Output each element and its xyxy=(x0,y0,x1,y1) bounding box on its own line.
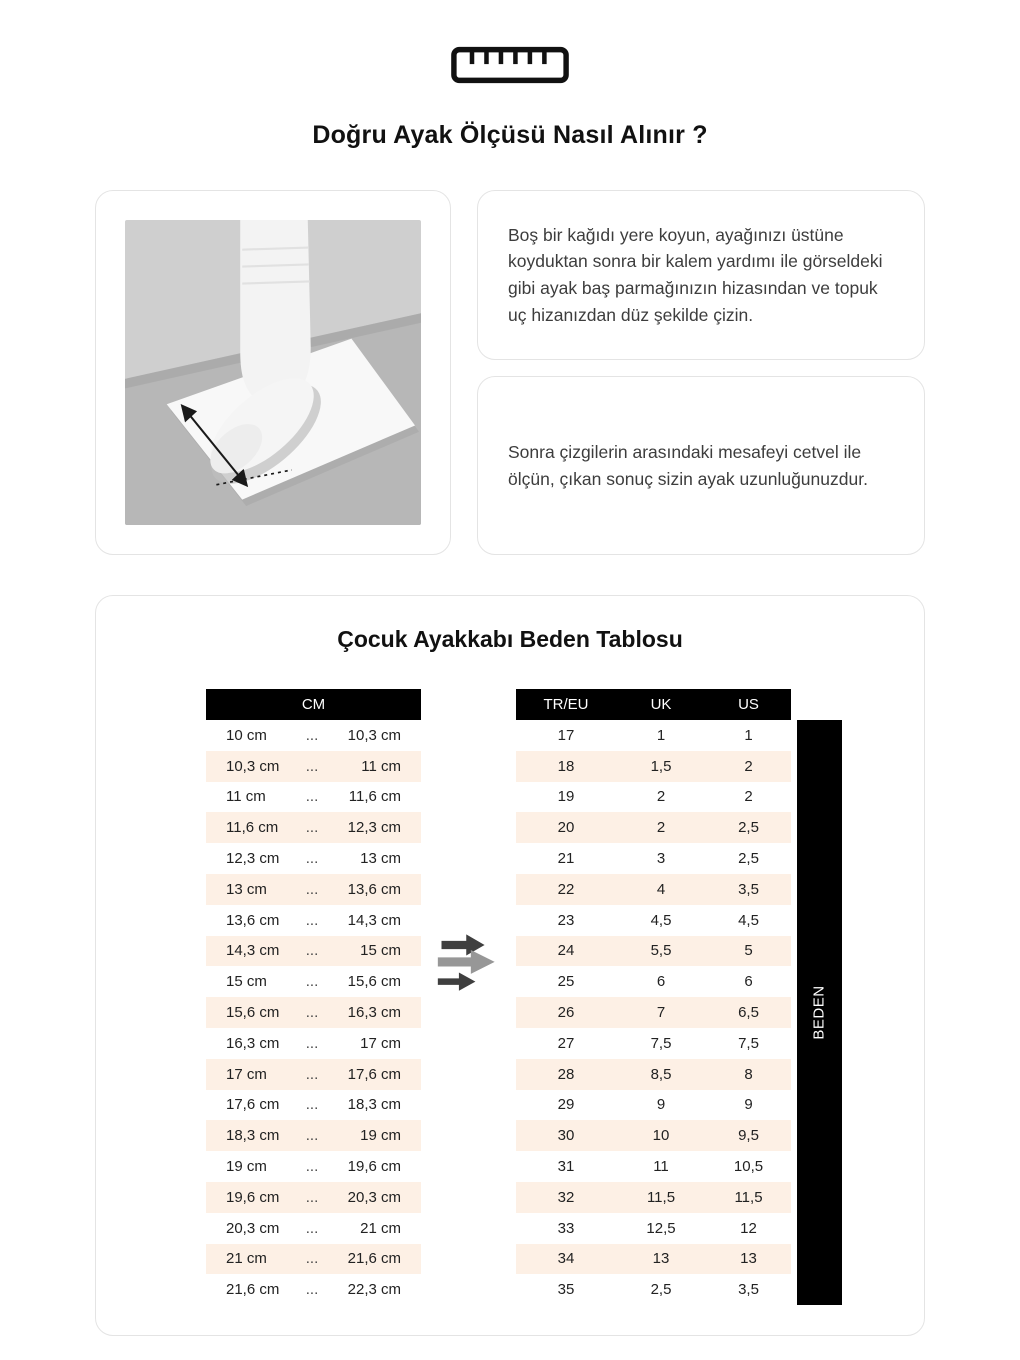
cm-from-value: 17 cm xyxy=(226,1065,267,1083)
size-table-cell: 22 xyxy=(557,880,575,898)
size-table-cell: 2,5 xyxy=(738,819,759,837)
size-table-cell: 7,5 xyxy=(650,1034,672,1052)
size-table-row xyxy=(516,1151,791,1182)
cm-from-value: 13 cm xyxy=(226,880,267,898)
cm-separator: ... xyxy=(305,973,319,991)
cm-separator: ... xyxy=(305,788,319,806)
cm-table-row xyxy=(206,1028,421,1059)
size-table-cell: 7 xyxy=(656,1004,666,1022)
size-table-cell: 5,5 xyxy=(650,942,672,960)
cm-to-value: 15 cm xyxy=(360,942,401,960)
size-table-header-uk: UK xyxy=(616,689,706,720)
size-table-row xyxy=(516,1090,791,1121)
beden-label: BEDEN xyxy=(811,985,828,1040)
size-table-cell: 4,5 xyxy=(738,911,759,929)
cm-separator: ... xyxy=(305,1250,319,1268)
size-table-row xyxy=(516,874,791,905)
double-arrow-right-icon xyxy=(421,927,516,995)
size-table-cell: 9 xyxy=(744,1096,753,1114)
size-chart-tables xyxy=(96,689,924,1305)
size-table-row xyxy=(516,936,791,967)
size-table-row xyxy=(516,997,791,1028)
size-table-header-tr-eu: TR/EU xyxy=(516,689,616,720)
cm-separator: ... xyxy=(305,1034,319,1052)
cm-from-value: 11,6 cm xyxy=(226,819,279,837)
cm-to-value: 19 cm xyxy=(360,1127,401,1145)
cm-table-row xyxy=(206,1059,421,1090)
cm-from-value: 11 cm xyxy=(226,788,266,806)
size-table-cell: 11,5 xyxy=(734,1188,763,1206)
cm-table-row xyxy=(206,1274,421,1305)
size-table-row xyxy=(516,1059,791,1090)
cm-to-value: 22,3 cm xyxy=(347,1281,401,1299)
cm-to-value: 21,6 cm xyxy=(347,1250,401,1268)
size-table-cell: 7,5 xyxy=(738,1034,759,1052)
instruction-text-2: Sonra çizgilerin arasındaki mesafeyi cetvel ile ölçün, çıkan sonuç sizin ayak uzunluğunuzdur. xyxy=(508,441,868,489)
size-chart-title: Çocuk Ayakkabı Beden Tablosu xyxy=(337,626,683,652)
size-table-cell: 2 xyxy=(656,819,666,837)
size-table-cell: 35 xyxy=(557,1281,575,1299)
cm-separator: ... xyxy=(305,1158,319,1176)
cm-to-value: 12,3 cm xyxy=(347,819,401,837)
size-table-cell: 8 xyxy=(744,1065,753,1083)
beden-sidebar xyxy=(797,720,842,1305)
size-table-cell: 1 xyxy=(744,726,753,744)
size-table-cell: 1,5 xyxy=(650,757,672,775)
size-table-cell: 24 xyxy=(557,942,575,960)
cm-table-row xyxy=(206,1120,421,1151)
size-table-cell: 20 xyxy=(557,819,575,837)
size-table-body xyxy=(516,720,791,1305)
size-table-cell: 19 xyxy=(557,788,575,806)
size-table-cell: 2 xyxy=(744,757,753,775)
size-table-cell: 31 xyxy=(557,1158,575,1176)
size-table-cell: 10,5 xyxy=(733,1158,764,1176)
cm-to-value: 15,6 cm xyxy=(347,973,401,991)
cm-separator: ... xyxy=(305,942,319,960)
cm-table xyxy=(206,689,421,1305)
size-table-cell: 8,5 xyxy=(650,1065,672,1083)
cm-to-value: 13 cm xyxy=(360,850,401,868)
cm-to-value: 13,6 cm xyxy=(347,880,401,898)
size-table xyxy=(516,689,791,1305)
cm-table-row xyxy=(206,1244,421,1275)
cm-to-value: 20,3 cm xyxy=(347,1188,401,1206)
cm-table-row xyxy=(206,966,421,997)
size-table-row xyxy=(516,1244,791,1275)
size-table-cell: 2 xyxy=(744,788,753,806)
cm-separator: ... xyxy=(305,1219,319,1237)
size-table-row xyxy=(516,1120,791,1151)
size-table-cell: 25 xyxy=(557,973,575,991)
cm-table-header: CM xyxy=(206,689,421,720)
cm-to-value: 16,3 cm xyxy=(347,1004,401,1022)
cm-from-value: 21,6 cm xyxy=(226,1281,280,1299)
cm-table-row xyxy=(206,1213,421,1244)
size-table-cell: 12 xyxy=(740,1219,757,1237)
size-table-cell: 11 xyxy=(653,1158,669,1176)
cm-from-value: 13,6 cm xyxy=(226,911,280,929)
size-table-cell: 17 xyxy=(557,726,575,744)
size-table-cell: 3,5 xyxy=(738,1281,759,1299)
size-table-cell: 2,5 xyxy=(650,1281,672,1299)
cm-from-value: 20,3 cm xyxy=(226,1219,280,1237)
cm-to-value: 18,3 cm xyxy=(347,1096,401,1114)
cm-table-row xyxy=(206,997,421,1028)
size-table-cell: 28 xyxy=(557,1065,575,1083)
cm-table-row xyxy=(206,751,421,782)
cm-from-value: 12,3 cm xyxy=(226,850,280,868)
size-table-cell: 21 xyxy=(557,850,575,868)
cm-from-value: 10 cm xyxy=(226,726,267,744)
size-table-row xyxy=(516,751,791,782)
size-table-row xyxy=(516,843,791,874)
size-table-cell: 12,5 xyxy=(646,1219,676,1237)
cm-table-row xyxy=(206,782,421,813)
size-table-cell: 4,5 xyxy=(650,911,672,929)
size-table-header-row xyxy=(516,689,791,720)
size-table-cell: 3 xyxy=(656,850,666,868)
instruction-column xyxy=(477,190,925,555)
cm-separator: ... xyxy=(305,757,319,775)
size-table-cell: 32 xyxy=(557,1188,575,1206)
size-table-row xyxy=(516,720,791,751)
size-table-cell: 23 xyxy=(557,911,575,929)
cm-table-row xyxy=(206,905,421,936)
size-table-cell: 5 xyxy=(744,942,753,960)
size-table-cell: 10 xyxy=(652,1127,670,1145)
cm-separator: ... xyxy=(305,880,319,898)
cm-separator: ... xyxy=(305,850,319,868)
size-table-row xyxy=(516,782,791,813)
cm-table-row xyxy=(206,843,421,874)
cm-table-row xyxy=(206,1151,421,1182)
size-table-cell: 11,5 xyxy=(646,1188,676,1206)
cm-table-row xyxy=(206,1182,421,1213)
size-table-cell: 6,5 xyxy=(738,1004,759,1022)
size-table-header-us: US xyxy=(706,689,791,720)
cm-to-value: 17,6 cm xyxy=(347,1065,401,1083)
cm-separator: ... xyxy=(305,1188,319,1206)
size-table-cell: 13 xyxy=(740,1250,757,1268)
cm-separator: ... xyxy=(305,911,319,929)
size-chart-card xyxy=(95,595,925,1336)
cm-separator: ... xyxy=(305,1065,319,1083)
cm-to-value: 14,3 cm xyxy=(347,911,401,929)
size-table-cell: 4 xyxy=(656,880,666,898)
instruction-card-2 xyxy=(477,376,925,555)
page-header xyxy=(0,0,1020,150)
size-table-row xyxy=(516,1182,791,1213)
cm-table-row xyxy=(206,812,421,843)
instruction-text-1: Boş bir kağıdı yere koyun, ayağınızı üstüne koyduktan sonra bir kalem yardımı ile görseldeki gibi ayak baş parmağınızın hizasından ve topuk uç hizanızdan düz şekilde çizin. xyxy=(508,224,883,325)
cm-from-value: 15,6 cm xyxy=(226,1004,280,1022)
size-table-cell: 29 xyxy=(557,1096,575,1114)
cm-table-row xyxy=(206,874,421,905)
size-table-row xyxy=(516,1028,791,1059)
foot-measurement-photo-card xyxy=(95,190,451,555)
cm-to-value: 10,3 cm xyxy=(347,726,401,744)
size-table-row xyxy=(516,1213,791,1244)
cm-separator: ... xyxy=(305,1096,319,1114)
size-table-row xyxy=(516,905,791,936)
cm-separator: ... xyxy=(305,1281,319,1299)
page-title: Doğru Ayak Ölçüsü Nasıl Alınır ? xyxy=(312,121,708,149)
cm-table-row xyxy=(206,1090,421,1121)
size-table-row xyxy=(516,1274,791,1305)
size-table-cell: 33 xyxy=(557,1219,575,1237)
cm-separator: ... xyxy=(305,1004,319,1022)
size-table-cell: 6 xyxy=(656,973,666,991)
size-table-cell: 9 xyxy=(656,1096,666,1114)
size-table-cell: 6 xyxy=(744,973,753,991)
cm-separator: ... xyxy=(305,1127,319,1145)
size-table-cell: 13 xyxy=(652,1250,670,1268)
size-table-cell: 2,5 xyxy=(738,850,759,868)
cm-from-value: 19 cm xyxy=(226,1158,267,1176)
size-table-cell: 1 xyxy=(656,726,666,744)
cm-to-value: 19,6 cm xyxy=(347,1158,401,1176)
size-table-cell: 26 xyxy=(557,1004,575,1022)
cm-from-value: 14,3 cm xyxy=(226,942,280,960)
cm-to-value: 11 cm xyxy=(361,757,401,775)
cm-from-value: 16,3 cm xyxy=(226,1034,280,1052)
size-table-cell: 34 xyxy=(557,1250,575,1268)
cm-from-value: 15 cm xyxy=(226,973,267,991)
cm-from-value: 18,3 cm xyxy=(226,1127,280,1145)
size-table-row xyxy=(516,812,791,843)
cm-to-value: 11,6 cm xyxy=(348,788,401,806)
size-table-cell: 30 xyxy=(557,1127,575,1145)
cm-separator: ... xyxy=(305,726,319,744)
howto-section xyxy=(95,190,925,555)
cm-table-body xyxy=(206,720,421,1305)
cm-to-value: 21 cm xyxy=(360,1219,401,1237)
cm-from-value: 17,6 cm xyxy=(226,1096,280,1114)
size-table-cell: 3,5 xyxy=(738,880,759,898)
cm-separator: ... xyxy=(305,819,319,837)
size-table-row xyxy=(516,966,791,997)
size-table-cell: 18 xyxy=(557,757,575,775)
cm-from-value: 19,6 cm xyxy=(226,1188,280,1206)
cm-table-row xyxy=(206,720,421,751)
size-table-cell: 2 xyxy=(656,788,666,806)
cm-table-row xyxy=(206,936,421,967)
size-table-cell: 9,5 xyxy=(738,1127,759,1145)
cm-from-value: 10,3 cm xyxy=(226,757,280,775)
foot-measurement-photo xyxy=(125,220,421,525)
ruler-icon xyxy=(450,46,570,84)
size-table-cell: 27 xyxy=(557,1034,575,1052)
instruction-card-1 xyxy=(477,190,925,360)
cm-from-value: 21 cm xyxy=(226,1250,267,1268)
cm-to-value: 17 cm xyxy=(360,1034,401,1052)
